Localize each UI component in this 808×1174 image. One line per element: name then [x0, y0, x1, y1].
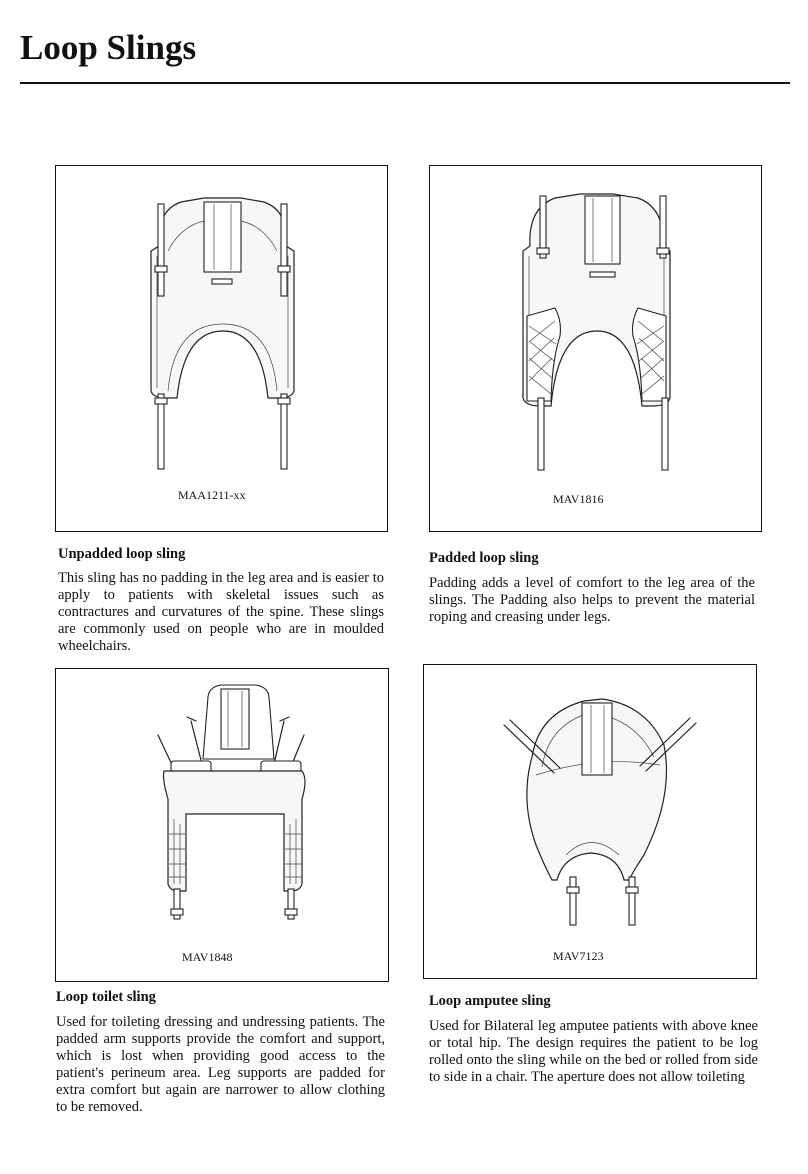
card-heading: Unpadded loop sling	[58, 546, 186, 562]
product-code: MAV7123	[553, 949, 604, 963]
padded-sling-illustration	[430, 166, 763, 533]
card-heading: Padded loop sling	[429, 550, 539, 566]
product-code: MAV1848	[182, 950, 233, 964]
card-description: Used for Bilateral leg amputee patients with above knee or total hip. The design requires the patient to be log rolled onto the sling while on the bed or rolled from side to side in a chair. The aperture does not allow toileting	[429, 1018, 758, 1085]
title-divider	[20, 82, 790, 84]
card-description: Used for toileting dressing and undressing patients. The padded arm supports provide the comfort and support, which is lost when providing good access to the patient's perineum area. Leg supports are padded for extra comfort but again are narrower to allow clothing to be removed.	[56, 1014, 385, 1115]
figure-loop-toilet-sling	[55, 668, 389, 982]
figure-padded-loop-sling	[429, 165, 762, 532]
unpadded-sling-illustration	[56, 166, 389, 533]
amputee-sling-illustration	[424, 665, 758, 980]
figure-loop-amputee-sling	[423, 664, 757, 979]
product-code: MAV1816	[553, 492, 604, 506]
card-heading: Loop toilet sling	[56, 989, 156, 1005]
page-title: Loop Slings	[20, 28, 197, 67]
toilet-sling-illustration	[56, 669, 390, 983]
card-description: Padding adds a level of comfort to the leg area of the slings. The Padding also helps to prevent the material roping and creasing under legs.	[429, 575, 755, 625]
card-heading: Loop amputee sling	[429, 993, 551, 1009]
figure-unpadded-loop-sling	[55, 165, 388, 532]
product-code: MAA1211-xx	[178, 488, 246, 502]
card-description: This sling has no padding in the leg area and is easier to apply to patients with skeletal issues such as contractures and curvatures of the spine. These slings are commonly used on people who are in moulded wheelchairs.	[58, 570, 384, 654]
